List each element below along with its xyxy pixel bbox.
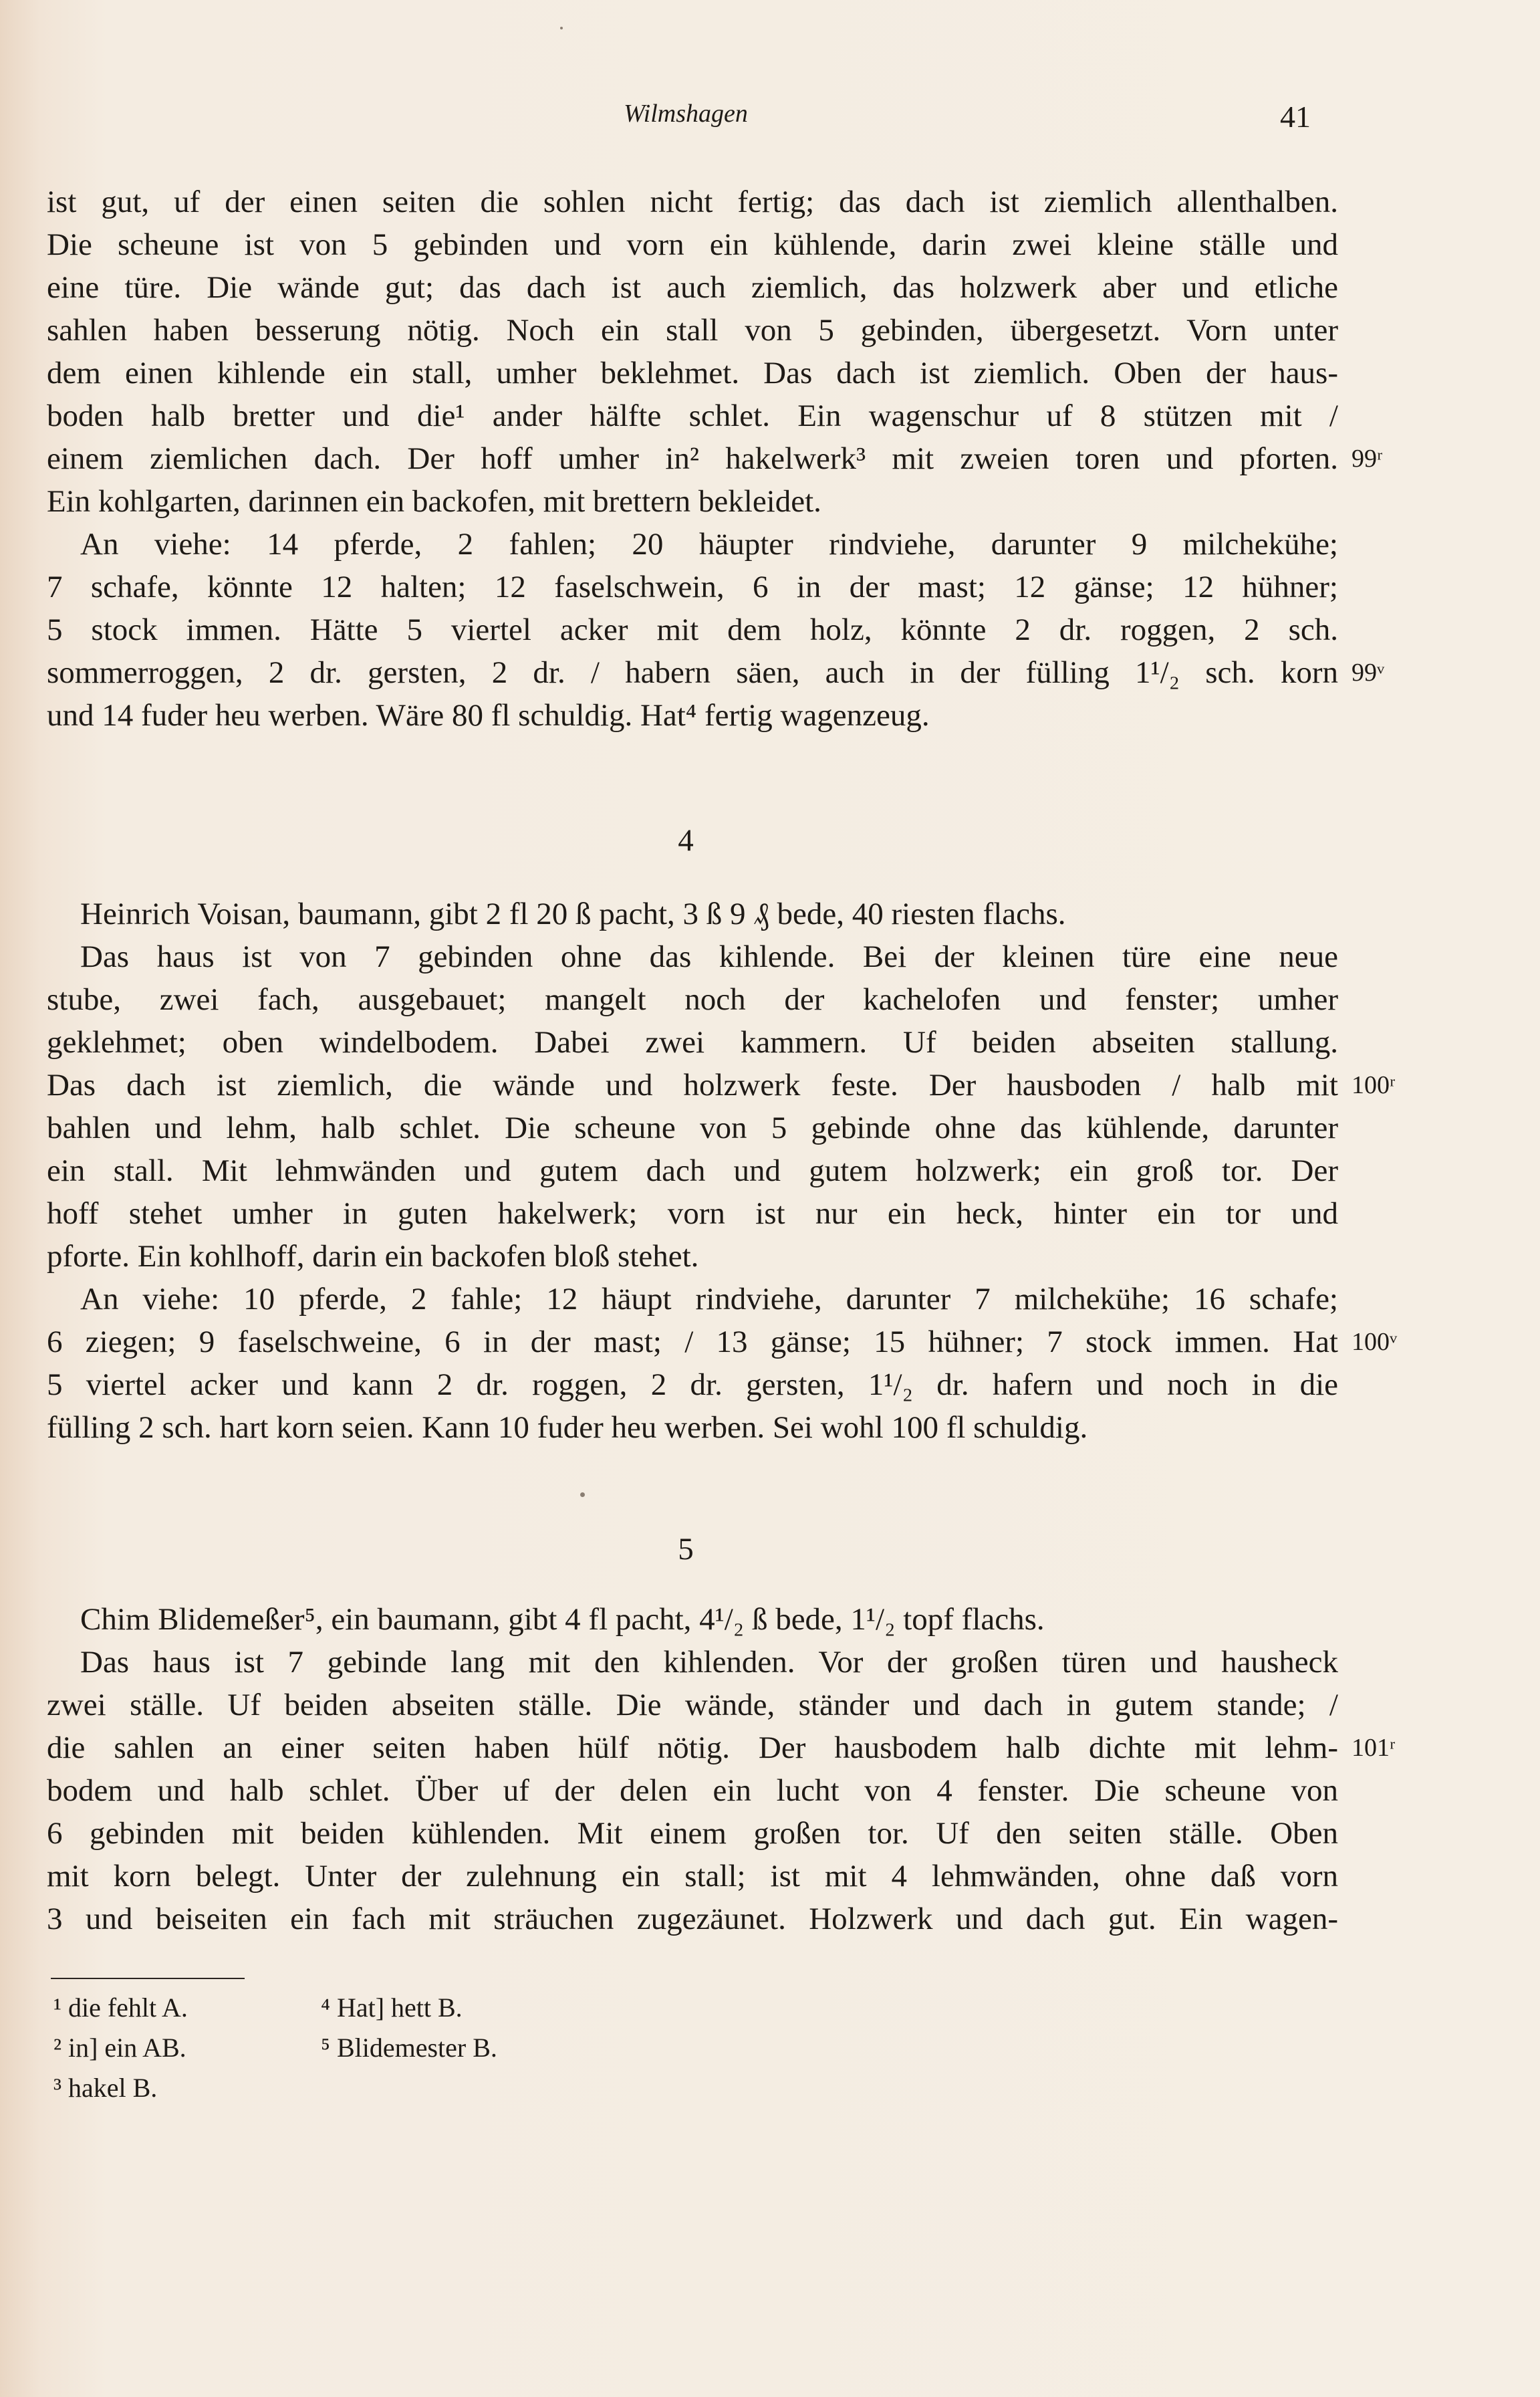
footnote: ² in] ein AB.: [53, 2033, 186, 2063]
text-line: Das haus ist von 7 gebinden ohne das kihlende. Bei der kleinen türe eine neue: [80, 939, 1338, 974]
footnote: ¹ die fehlt A.: [53, 1992, 188, 2023]
text-line: pforte. Ein kohlhoff, darin ein backofen bloß stehet.: [47, 1239, 699, 1274]
text-line: bahlen und lehm, halb schlet. Die scheune von 5 gebinde ohne das kühlende, darunter: [47, 1111, 1338, 1145]
text-line: ein stall. Mit lehmwänden und gutem dach und gutem holzwerk; ein groß tor. Der: [47, 1153, 1338, 1188]
text-line: dem einen kihlende ein stall, umher beklehmet. Das dach ist ziemlich. Oben der haus-: [47, 356, 1338, 390]
text-line: boden halb bretter und die¹ ander hälfte schlet. Ein wagenschur uf 8 stützen mit /: [47, 398, 1338, 433]
running-header-title: Wilmshagen: [624, 100, 748, 128]
footnote: ⁵ Blidemester B.: [321, 2033, 497, 2063]
footnote: ³ hakel B.: [53, 2073, 158, 2103]
text-line: geklehmet; oben windelbodem. Dabei zwei kammern. Uf beiden abseiten stallung.: [47, 1025, 1338, 1060]
text-line: 7 schafe, könnte 12 halten; 12 faselschwein, 6 in der mast; 12 gänse; 12 hühner;: [47, 570, 1338, 604]
folio-marker: 99ʳ: [1352, 445, 1383, 473]
text-line: Heinrich Voisan, baumann, gibt 2 fl 20 ß pacht, 3 ß 9 ₰ bede, 40 riesten flachs.: [80, 897, 1066, 931]
text-line: An viehe: 14 pferde, 2 fahlen; 20 häupter rindviehe, darunter 9 milchekühe;: [80, 527, 1338, 562]
text-line: 3 und beiseiten ein fach mit sträuchen zugezäunet. Holzwerk und dach gut. Ein wagen-: [47, 1902, 1338, 1936]
folio-marker: 101ʳ: [1352, 1734, 1396, 1762]
text-line: Chim Blidemeßer⁵, ein baumann, gibt 4 fl pacht, 4¹/₂ ß bede, 1¹/₂ topf flachs.: [80, 1602, 1045, 1637]
footnote-rule: [51, 1978, 245, 1979]
text-line: 5 viertel acker und kann 2 dr. roggen, 2 dr. gersten, 1¹/₂ dr. hafern und noch in die: [47, 1367, 1338, 1402]
text-line: eine türe. Die wände gut; das dach ist auch ziemlich, das holzwerk aber und etliche: [47, 270, 1338, 305]
text-line: hoff stehet umher in guten hakelwerk; vorn ist nur ein heck, hinter ein tor und: [47, 1196, 1338, 1231]
text-line: 6 gebinden mit beiden kühlenden. Mit einem großen tor. Uf den seiten ställe. Oben: [47, 1816, 1338, 1851]
text-line: die sahlen an einer seiten haben hülf nötig. Der hausbodem halb dichte mit lehm-: [47, 1730, 1338, 1765]
text-line: 6 ziegen; 9 faselschweine, 6 in der mast; / 13 gänse; 15 hühner; 7 stock immen. Hat: [47, 1325, 1338, 1359]
folio-marker: 100ᵛ: [1352, 1328, 1398, 1356]
text-line: zwei ställe. Uf beiden abseiten ställe. Die wände, ständer und dach in gutem stande; /: [47, 1688, 1338, 1722]
footnote: ⁴ Hat] hett B.: [321, 1992, 463, 2023]
text-line: Das dach ist ziemlich, die wände und holzwerk feste. Der hausboden / halb mit: [47, 1068, 1338, 1103]
text-line: und 14 fuder heu werben. Wäre 80 fl schuldig. Hat⁴ fertig wagenzeug.: [47, 698, 930, 733]
text-line: stube, zwei fach, ausgebauet; mangelt noch der kachelofen und fenster; umher: [47, 982, 1338, 1017]
text-line: ist gut, uf der einen seiten die sohlen nicht fertig; das dach ist ziemlich allenthalben.: [47, 185, 1338, 219]
text-line: einem ziemlichen dach. Der hoff umher in² hakelwerk³ mit zweien toren und pforten.: [47, 441, 1338, 476]
folio-marker: 99ᵛ: [1352, 659, 1385, 687]
paper-speck: [580, 1492, 585, 1497]
text-line: Ein kohlgarten, darinnen ein backofen, mit brettern bekleidet.: [47, 484, 821, 519]
text-line: 5 stock immen. Hätte 5 viertel acker mit dem holz, könnte 2 dr. roggen, 2 sch.: [47, 612, 1338, 647]
text-line: Die scheune ist von 5 gebinden und vorn ein kühlende, darin zwei kleine ställe und: [47, 227, 1338, 262]
text-line: An viehe: 10 pferde, 2 fahle; 12 häupt rindviehe, darunter 7 milchekühe; 16 schafe;: [80, 1282, 1338, 1317]
text-line: mit korn belegt. Unter der zulehnung ein stall; ist mit 4 lehmwänden, ohne daß vorn: [47, 1859, 1338, 1894]
text-line: sahlen haben besserung nötig. Noch ein stall von 5 gebinden, übergesetzt. Vorn unter: [47, 313, 1338, 348]
page-number: 41: [1280, 100, 1311, 134]
folio-marker: 100ʳ: [1352, 1071, 1396, 1099]
section-number: 5: [678, 1532, 694, 1567]
paper-speck: [560, 27, 563, 29]
section-number: 4: [678, 823, 694, 858]
text-line: Das haus ist 7 gebinde lang mit den kihlenden. Vor der großen türen und hausheck: [80, 1645, 1338, 1680]
text-line: bodem und halb schlet. Über uf der delen ein lucht von 4 fenster. Die scheune von: [47, 1773, 1338, 1808]
text-line: sommerroggen, 2 dr. gersten, 2 dr. / habern säen, auch in der fülling 1¹/₂ sch. korn: [47, 655, 1338, 690]
text-line: fülling 2 sch. hart korn seien. Kann 10 fuder heu werben. Sei wohl 100 fl schuldig.: [47, 1410, 1088, 1445]
